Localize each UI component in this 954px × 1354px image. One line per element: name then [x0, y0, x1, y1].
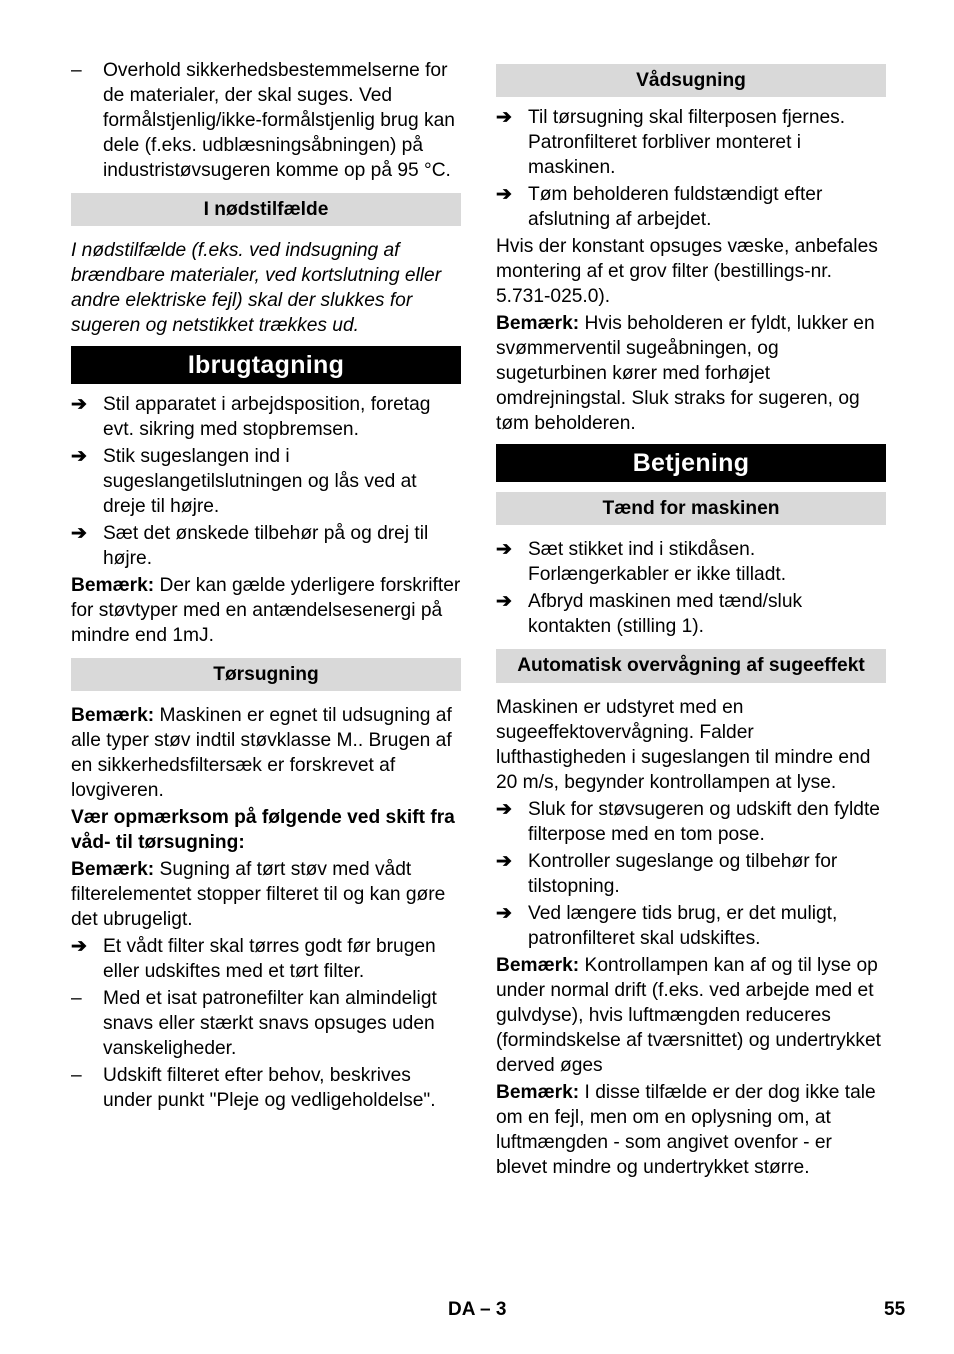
note-paragraph	[71, 703, 461, 803]
arrow-icon: ➔	[71, 523, 88, 544]
arrow-icon: ➔	[71, 446, 88, 467]
emergency-text: I nødstilfælde (f.eks. ved indsugning af brændbare materialer, ved kortslutning eller andre elektriske fejl) skal der slukkes for sugeren og netstikket trækkes ud.	[71, 240, 442, 336]
item-text: Til tørsugning skal filterposen fjernes. Patronfilteret forbliver monteret i maskinen.	[528, 107, 846, 178]
dash-marker: –	[71, 60, 82, 81]
note-label: Bemærk:	[71, 575, 155, 596]
item-text: Ved længere tids brug, er det muligt, patronfilteret skal udskiftes.	[528, 903, 838, 949]
note-text: Maskinen er egnet til udsugning af alle typer støv indtil støvklasse M.. Brugen af en sikkerhedsfiltersæk er forskrevet af lovgiveren.	[71, 705, 452, 801]
note-paragraph	[71, 857, 461, 932]
list-item	[71, 1063, 461, 1113]
list-item	[71, 986, 461, 1061]
item-text: Et vådt filter skal tørres godt før brugen eller udskiftes med et tørt filter.	[103, 936, 436, 982]
wet-text: Hvis der konstant opsuges væske, anbefales montering af et grov filter (bestillings-nr. 5.731-025.0).	[496, 236, 878, 307]
section-heading-switch-on: Tænd for maskinen	[496, 492, 886, 525]
item-text: Kontroller sugeslange og tilbehør for tilstopning.	[528, 851, 838, 897]
arrow-icon: ➔	[496, 591, 513, 612]
list-item	[71, 392, 461, 442]
note-label: Bemærk:	[496, 955, 580, 976]
note-label: Bemærk:	[71, 859, 155, 880]
list-item	[71, 444, 461, 519]
list-item	[496, 182, 886, 232]
left-column	[71, 58, 461, 1115]
note-text: Sugning af tørt støv med vådt filterelementet stopper filteret til og kan gøre det ubrugeligt.	[71, 859, 446, 930]
list-item	[71, 58, 461, 183]
right-column	[496, 58, 886, 1182]
page-number: 55	[884, 1299, 906, 1320]
note-label: Bemærk:	[496, 1082, 580, 1103]
note-text: I disse tilfælde er der dog ikke tale om en fejl, men om en oplysning om, at luftmængden - som angivet ovenfor - er blevet mindre og undertrykket større.	[496, 1082, 876, 1178]
chapter-heading-operation: Betjening	[496, 444, 886, 482]
list-item	[496, 537, 886, 587]
item-text: Sæt det ønskede tilbehør på og drej til højre.	[103, 523, 429, 569]
note-paragraph	[496, 1080, 886, 1180]
section-heading-monitor: Automatisk overvågning af sugeeffekt	[496, 649, 886, 683]
section-heading-emergency: I nødstilfælde	[71, 193, 461, 226]
item-text: Afbryd maskinen med tænd/sluk kontakten (stilling 1).	[528, 591, 803, 637]
footer-section-label: DA – 3	[448, 1299, 507, 1320]
item-text: Stik sugeslangen ind i sugeslangetilslutningen og lås ved at dreje til højre.	[103, 446, 417, 517]
note-paragraph	[496, 311, 886, 436]
arrow-icon: ➔	[496, 539, 513, 560]
list-item	[496, 849, 886, 899]
arrow-icon: ➔	[496, 799, 513, 820]
section-heading-dry: Tørsugning	[71, 658, 461, 691]
list-item	[71, 521, 461, 571]
item-text: Tøm beholderen fuldstændigt efter afslutning af arbejdet.	[528, 184, 823, 230]
dash-marker: –	[71, 1065, 82, 1086]
arrow-icon: ➔	[496, 107, 513, 128]
note-label: Bemærk:	[496, 313, 580, 334]
note-text: Hvis beholderen er fyldt, lukker en svømmerventil sugeåbningen, og sugeturbinen kører med forhøjet omdrejningstal. Sluk straks for sugeren, og tøm beholderen.	[496, 313, 875, 434]
note-text: Der kan gælde yderligere forskrifter for støvtyper med en antændelsesenergi på mindre end 1mJ.	[71, 575, 461, 646]
arrow-icon: ➔	[496, 184, 513, 205]
arrow-icon: ➔	[496, 851, 513, 872]
item-text: Sæt stikket ind i stikdåsen. Forlængerkabler er ikke tilladt.	[528, 539, 787, 585]
list-item	[496, 589, 886, 639]
item-text: Med et isat patronefilter kan almindeligt snavs eller stærkt snavs opsuges uden vanskeligheder.	[103, 988, 437, 1059]
dash-marker: –	[71, 988, 82, 1009]
note-label: Bemærk:	[71, 705, 155, 726]
section-heading-wet: Vådsugning	[496, 64, 886, 97]
item-text: Sluk for støvsugeren og udskift den fyldte filterpose med en tom pose.	[528, 799, 880, 845]
list-item	[496, 901, 886, 951]
monitor-text: Maskinen er udstyret med en sugeeffektovervågning. Falder lufthastigheden i sugeslangen til mindre end 20 m/s, begynder kontrollampen at lyse.	[496, 697, 871, 793]
arrow-icon: ➔	[71, 936, 88, 957]
item-text: Stil apparatet i arbejdsposition, foretag evt. sikring med stopbremsen.	[103, 394, 431, 440]
list-item	[496, 105, 886, 180]
arrow-icon: ➔	[496, 903, 513, 924]
note-paragraph	[71, 573, 461, 648]
arrow-icon: ➔	[71, 394, 88, 415]
item-text: Overhold sikkerhedsbestemmelserne for de materialer, der skal suges. Ved formålstjenlig/ikke-formålstjenlig brug kan dele (f.eks. udblæsningsåbningen) på industristøvsugeren komme op på 95 °C.	[103, 60, 455, 181]
attention-text: Vær opmærksom på følgende ved skift fra våd- til tørsugning:	[71, 807, 455, 853]
list-item	[71, 934, 461, 984]
note-paragraph	[496, 953, 886, 1078]
note-text: Kontrollampen kan af og til lyse op under normal drift (f.eks. ved arbejde med et gulvdyse), hvis luftmængden reduceres (formindskelse af tværsnittet) og undertrykket derved øges	[496, 955, 881, 1076]
chapter-heading-commissioning: Ibrugtagning	[71, 346, 461, 384]
item-text: Udskift filteret efter behov, beskrives under punkt "Pleje og vedligeholdelse".	[103, 1065, 436, 1111]
list-item	[496, 797, 886, 847]
